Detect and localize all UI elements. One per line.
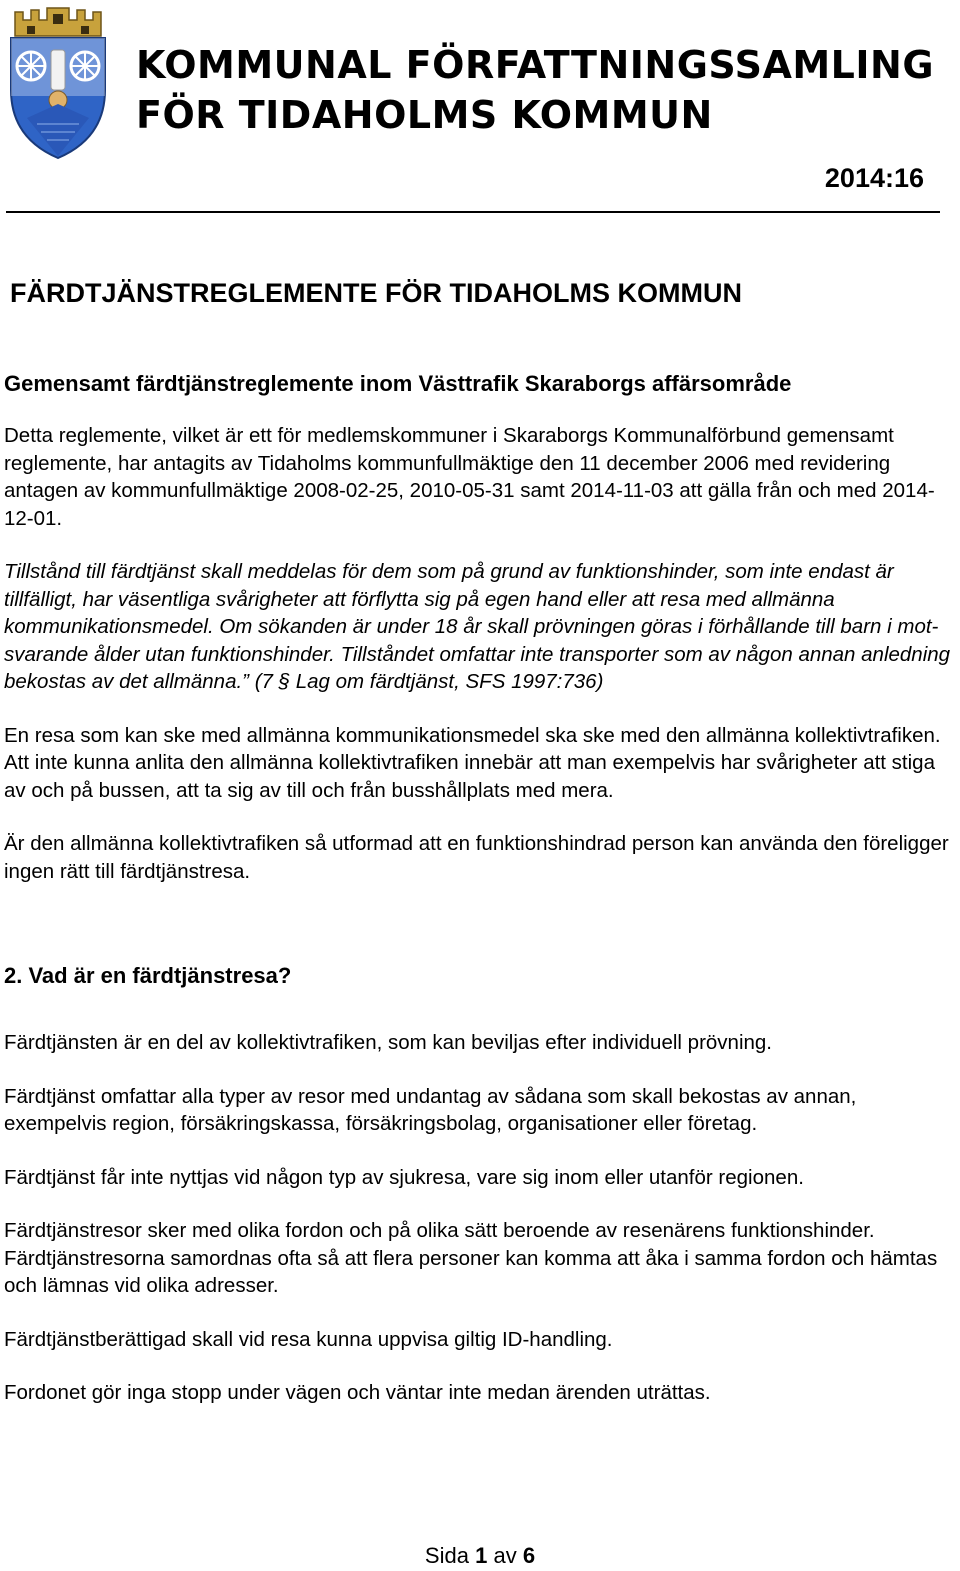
publication-title-line1: KOMMUNAL FÖRFATTNINGSSAMLING xyxy=(136,43,935,87)
body-paragraph: Är den allmänna kollektivtrafiken så utformad att en funktionshindrad person kan använda den föreligger ingen rätt till färdtjänstresa. xyxy=(4,832,949,883)
body-paragraph: En resa som kan ske med allmänna kommunikationsmedel ska ske med den allmänna kollektivtrafiken. Att inte kunna anlita den allmänna kollektivtrafiken innebär att man exempelvis har svårigheter att stiga av och på bussen, att ta sig av till och från busshållplats med mera. xyxy=(4,723,941,802)
section-paragraph: Färdtjänstberättigad skall vid resa kunna uppvisa giltig ID-handling. xyxy=(4,1327,613,1351)
section-paragraph: Färdtjänsten är en del av kollektivtrafiken, som kan beviljas efter individuell prövning. xyxy=(4,1031,772,1054)
publication-title-line2: FÖR TIDAHOLMS KOMMUN xyxy=(136,93,713,137)
document-body xyxy=(4,368,956,1407)
total-page-count: 6 xyxy=(522,1543,536,1568)
footer-prefix: Sida xyxy=(424,1543,469,1568)
document-number: 2014:16 xyxy=(824,163,924,193)
coat-of-arms-icon xyxy=(7,6,109,160)
section-paragraph: Färdtjänst omfattar alla typer av resor med undantag av sådana som skall bekostas av annan, exempelvis region, försäkringskassa, försäkringsbolag, organisationer eller företag. xyxy=(4,1084,857,1135)
law-quote-paragraph: Tillstånd till färdtjänst skall meddelas för dem som på grund av funktionshinder, som inte endast är tillfälligt, har väsentliga svårigheter att förflytta sig på egen hand eller att resa med allmänna kommunikationsmedel. Om sökanden är under 18 år skall prövningen göras i förhållande till barn i mot-svarande ålder utan funktionshinder. Tillståndet omfattar inte transporter som av någon annan anledning bekostas av det allmänna.” (7 § Lag om färdtjänst, SFS 1997:736) xyxy=(4,560,951,693)
document-subtitle: Gemensamt färdtjänstreglemente inom Västtrafik Skaraborgs affärsområde xyxy=(4,371,792,396)
header-divider xyxy=(6,211,940,213)
section-heading: 2. Vad är en färdtjänstresa? xyxy=(4,963,292,988)
document-title: FÄRDTJÄNSTREGLEMENTE FÖR TIDAHOLMS KOMMUN xyxy=(10,278,742,308)
publication-title xyxy=(136,40,934,140)
current-page-number: 1 xyxy=(475,1543,488,1568)
section-paragraph: Färdtjänstresor sker med olika fordon och på olika sätt beroende av resenärens funktionshinder. Färdtjänstresorna samordnas ofta så att flera personer kan komma att åka i samma fordon och hämtas och lämnas vid olika adresser. xyxy=(4,1219,938,1297)
intro-paragraph: Detta reglemente, vilket är ett för medlemskommuner i Skaraborgs Kommunalförbund gemensamt reglemente, har antagits av Tidaholms kommunfullmäktige den 11 december 2006 med revidering antagen av kommunfullmäktige 2008-02-25, 2010-05-31 samt 2014-11-03 att gälla från och med 2014-12-01. xyxy=(4,424,935,530)
page-footer xyxy=(0,1541,960,1571)
section-paragraph: Fordonet gör inga stopp under vägen och väntar inte medan ärenden uträttas. xyxy=(4,1381,711,1404)
footer-middle: av xyxy=(493,1543,517,1568)
section-paragraph: Färdtjänst får inte nyttjas vid någon typ av sjukresa, vare sig inom eller utanför regionen. xyxy=(4,1165,804,1189)
